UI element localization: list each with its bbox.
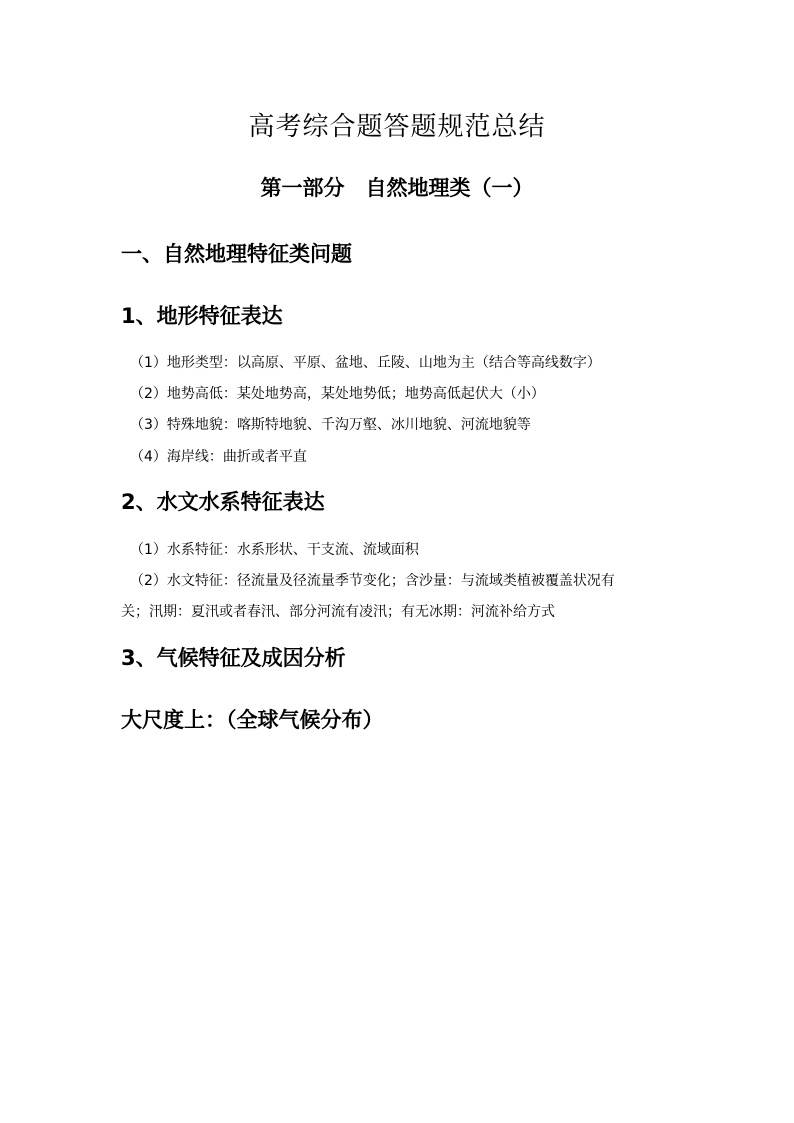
part-title: 第一部分 自然地理类（一）: [260, 176, 534, 200]
list-item: （2）水文特征：径流量及径流量季节变化；含沙量：与流域类植被覆盖状况有: [130, 573, 615, 589]
list-item-continuation: 关；汛期：夏汛或者春汛、部分河流有凌汛；有无冰期：河流补给方式: [121, 604, 555, 620]
list-item: （3）特殊地貌：喀斯特地貌、千沟万壑、冰川地貌、河流地貌等: [130, 417, 531, 433]
list-item: （1）地形类型：以高原、平原、盆地、丘陵、山地为主（结合等高线数字）: [130, 355, 601, 371]
heading-climate-features: 3、气候特征及成因分析: [121, 646, 346, 670]
section-heading-natural-features: 一、自然地理特征类问题: [121, 242, 352, 266]
list-item: （4）海岸线：曲折或者平直: [130, 449, 307, 465]
heading-terrain-features: 1、地形特征表达: [121, 304, 283, 328]
subheading-large-scale: 大尺度上：（全球气候分布）: [121, 708, 384, 732]
list-item: （2）地势高低：某处地势高，某处地势低；地势高低起伏大（小）: [130, 386, 545, 402]
list-item: （1）水系特征：水系形状、干支流、流域面积: [130, 542, 419, 558]
heading-hydrology-features: 2、水文水系特征表达: [121, 490, 325, 514]
document-title: 高考综合题答题规范总结: [248, 112, 546, 142]
